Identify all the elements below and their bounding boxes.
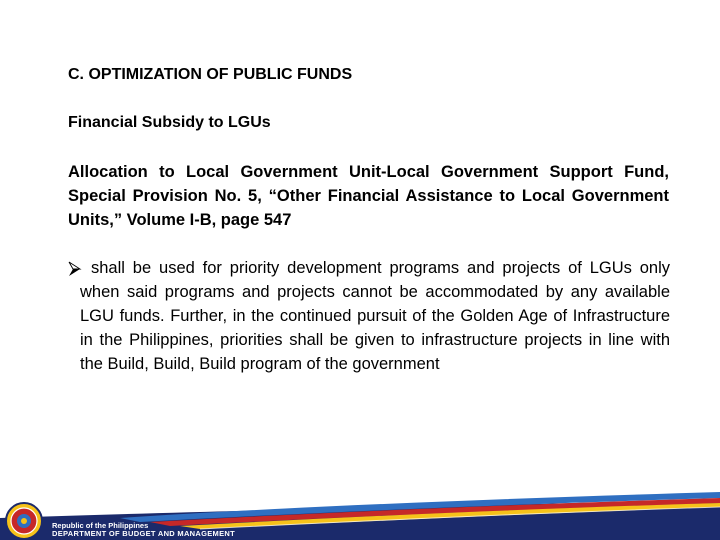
bullet-item — [67, 256, 670, 376]
allocation-reference: Allocation to Local Government Unit-Local Government Support Fund, Special Provision No. 5, “Other Financial Assistance to Local Government Units,” Volume I-B, page 547 — [68, 163, 669, 229]
dbm-seal-icon — [3, 500, 45, 540]
bullet-text: shall be used for priority development programs and projects of LGUs only when said programs and projects cannot be accommodated by any available LGU funds. Further, in the continued pursuit of the Golden Age of Infrastructure in the Philippines, priorities shall be given to infrastructure projects in line with the Build, Build, Build program of the government — [80, 259, 670, 373]
agency-name-line1: Republic of the Philippines — [52, 521, 149, 530]
agency-name-line2: DEPARTMENT OF BUDGET AND MANAGEMENT — [52, 529, 235, 538]
arrow-bullet-icon — [67, 256, 83, 280]
slide-heading: C. OPTIMIZATION OF PUBLIC FUNDS — [68, 66, 353, 83]
slide-subheading: Financial Subsidy to LGUs — [68, 114, 271, 131]
footer-banner — [0, 492, 720, 540]
